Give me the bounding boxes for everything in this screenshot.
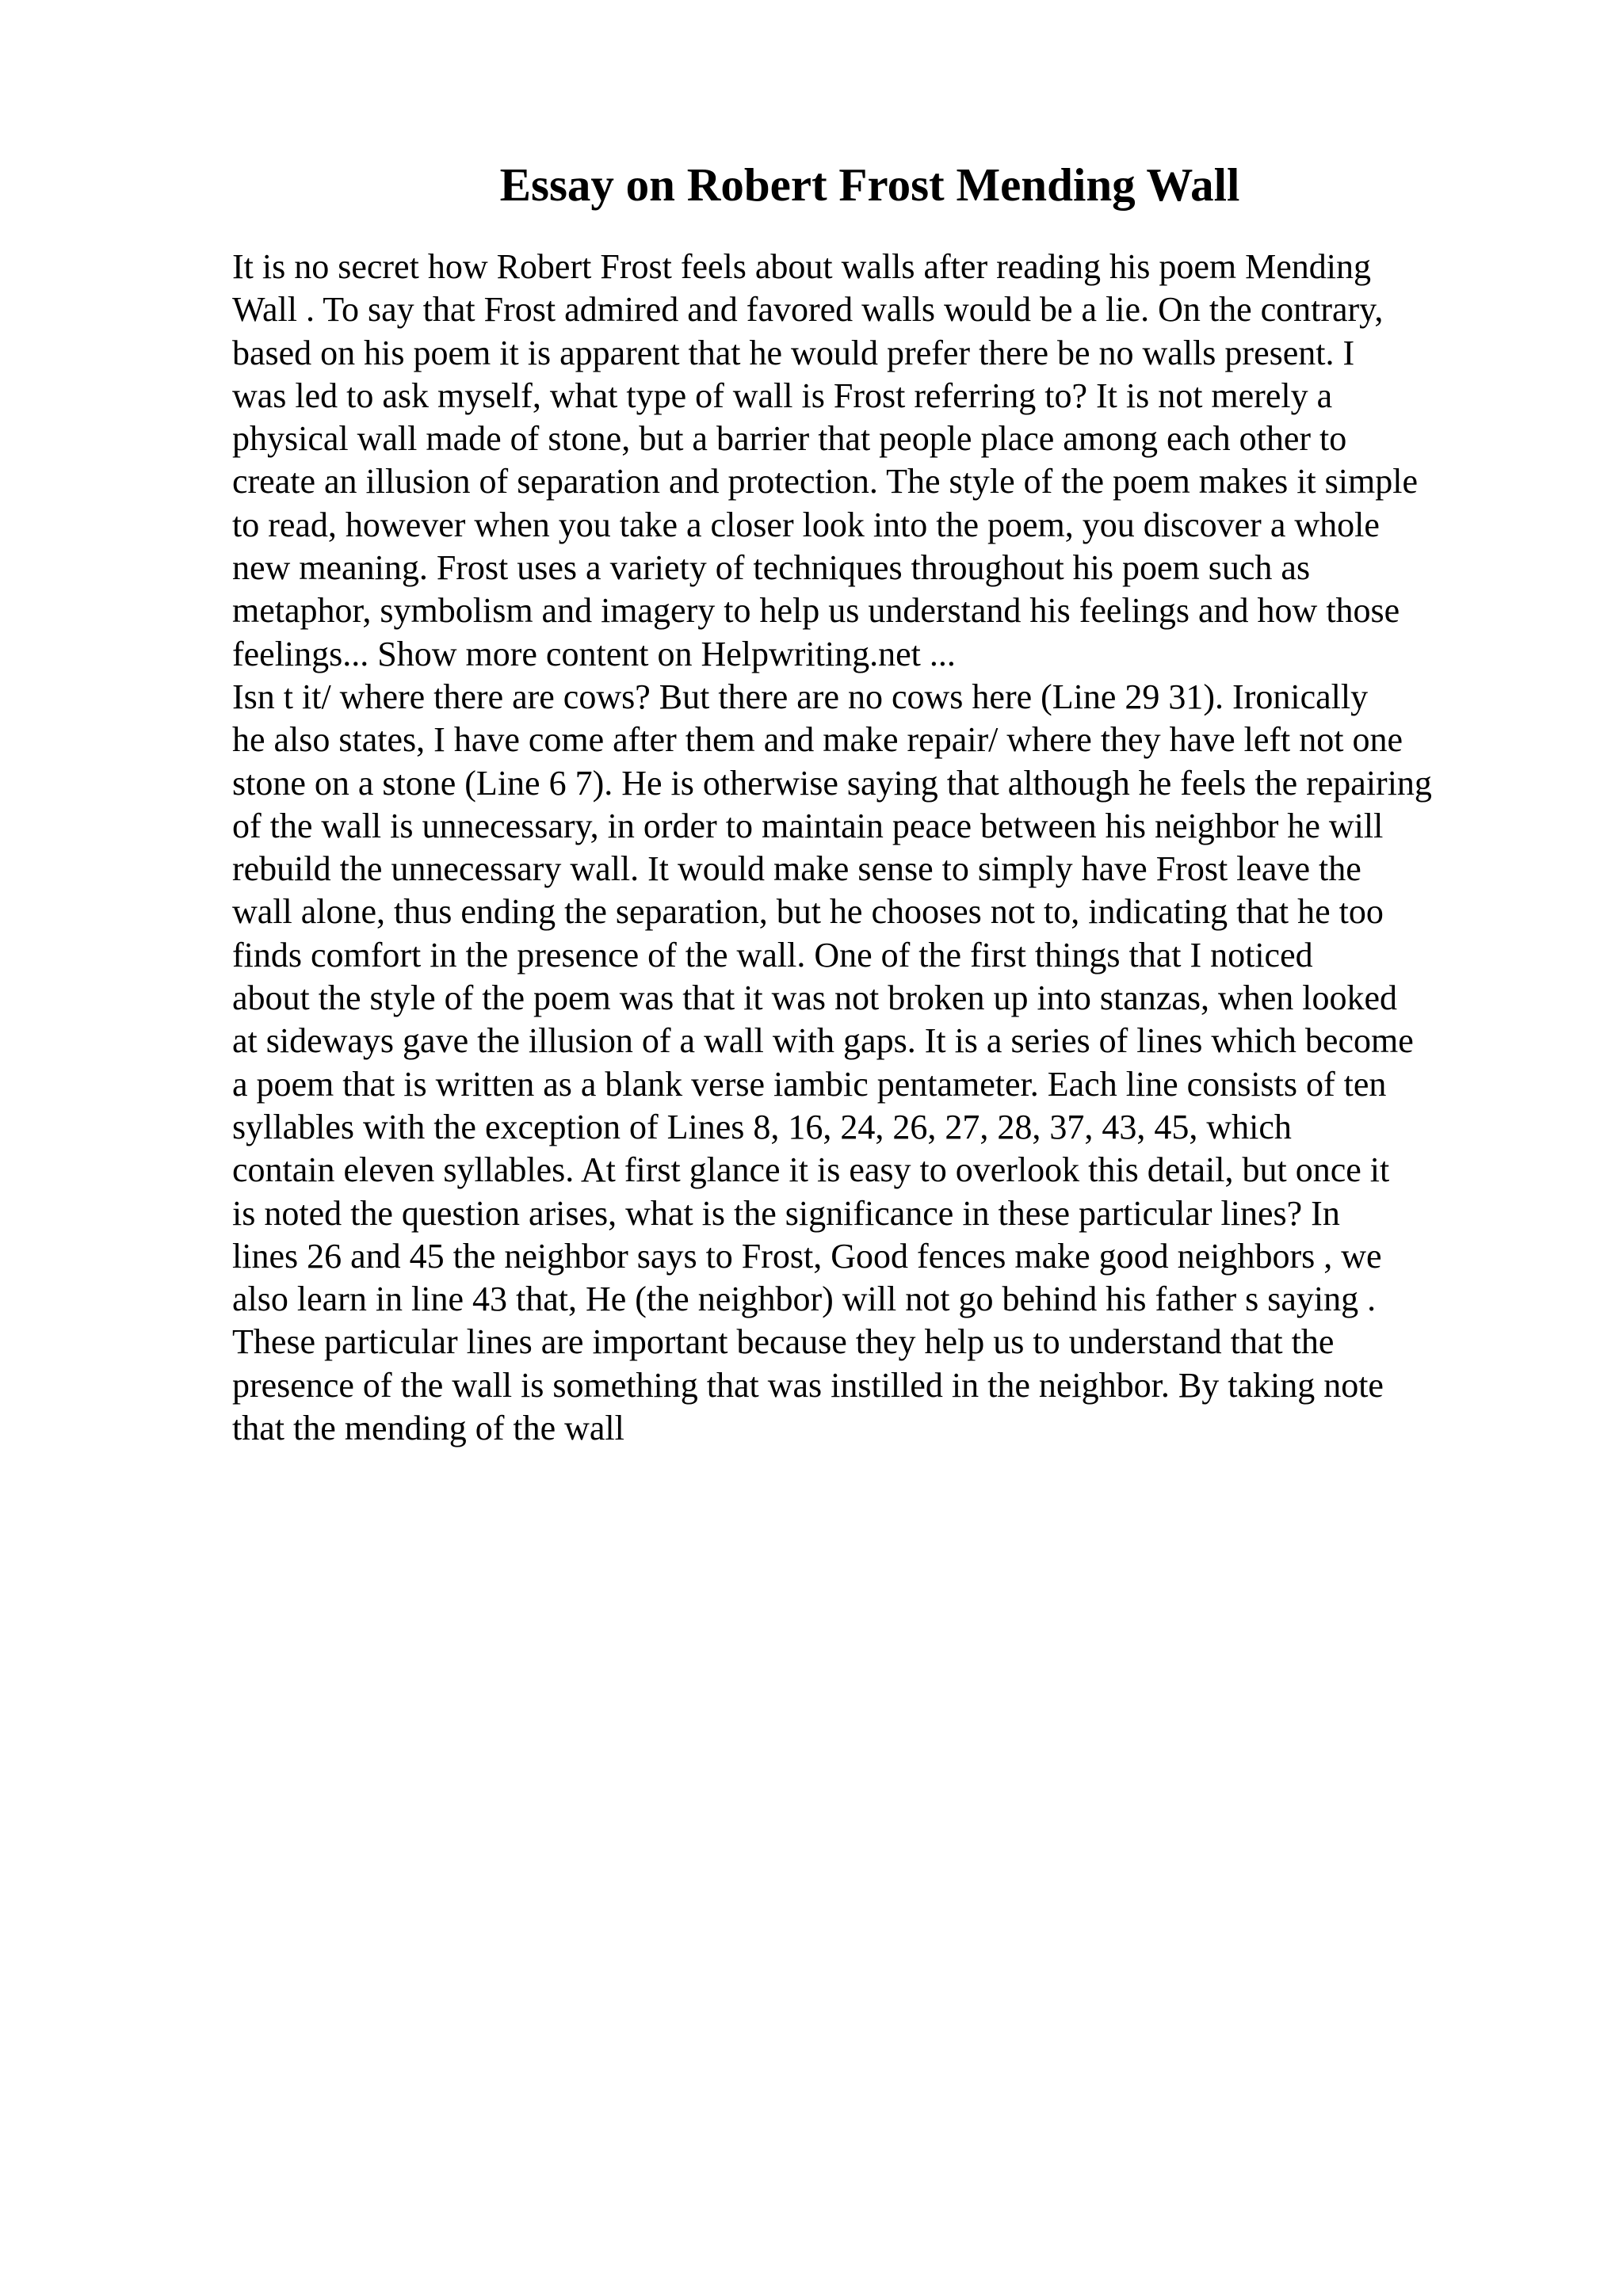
text-line: These particular lines are important because they help us to understand that the <box>232 1322 1335 1362</box>
page-title: Essay on Robert Frost Mending Wall <box>499 158 1240 211</box>
essay-body <box>232 246 1595 1450</box>
text-line: Isn t it/ where there are cows? But there are no cows here (Line 29 31). Ironically <box>232 677 1369 716</box>
text-line: feelings... Show more content on Helpwriting.net ... <box>232 634 956 673</box>
text-line: of the wall is unnecessary, in order to maintain peace between his neighbor he will <box>232 806 1384 845</box>
text-line: rebuild the unnecessary wall. It would make sense to simply have Frost leave the <box>232 849 1361 889</box>
text-line: was led to ask myself, what type of wall is Frost referring to? It is not merely a <box>232 376 1333 415</box>
text-line: to read, however when you take a closer look into the poem, you discover a whole <box>232 505 1380 544</box>
text-line: syllables with the exception of Lines 8, 16, 24, 26, 27, 28, 37, 43, 45, which <box>232 1107 1292 1146</box>
text-line: lines 26 and 45 the neighbor says to Frost, Good fences make good neighbors , we <box>232 1236 1382 1276</box>
text-line: presence of the wall is something that was instilled in the neighbor. By taking note <box>232 1365 1384 1405</box>
text-line: he also states, I have come after them and make repair/ where they have left not one <box>232 720 1403 760</box>
text-line: stone on a stone (Line 6 7). He is otherwise saying that although he feels the repairing <box>232 763 1432 803</box>
text-line: is noted the question arises, what is the significance in these particular lines? In <box>232 1193 1340 1233</box>
text-line: that the mending of the wall <box>232 1409 624 1448</box>
text-line: Wall . To say that Frost admired and favored walls would be a lie. On the contrary, <box>232 290 1384 330</box>
text-line: wall alone, thus ending the separation, but he chooses not to, indicating that he too <box>232 892 1384 932</box>
text-line: finds comfort in the presence of the wall. One of the first things that I noticed <box>232 935 1313 974</box>
text-line: create an illusion of separation and protection. The style of the poem makes it simple <box>232 462 1418 502</box>
text-line: based on his poem it is apparent that he would prefer there be no walls present. I <box>232 333 1355 372</box>
text-line: physical wall made of stone, but a barrier that people place among each other to <box>232 419 1347 459</box>
text-line: also learn in line 43 that, He (the neighbor) will not go behind his father s saying . <box>232 1280 1377 1319</box>
text-line: contain eleven syllables. At first glance it is easy to overlook this detail, but once it <box>232 1150 1390 1190</box>
text-line: at sideways gave the illusion of a wall with gaps. It is a series of lines which become <box>232 1021 1414 1061</box>
text-line: It is no secret how Robert Frost feels about walls after reading his poem Mending <box>232 247 1372 286</box>
text-line: a poem that is written as a blank verse iambic pentameter. Each line consists of ten <box>232 1064 1387 1104</box>
text-line: about the style of the poem was that it was not broken up into stanzas, when looked <box>232 978 1398 1018</box>
text-line: metaphor, symbolism and imagery to help us understand his feelings and how those <box>232 591 1400 631</box>
text-line: new meaning. Frost uses a variety of techniques throughout his poem such as <box>232 548 1311 588</box>
